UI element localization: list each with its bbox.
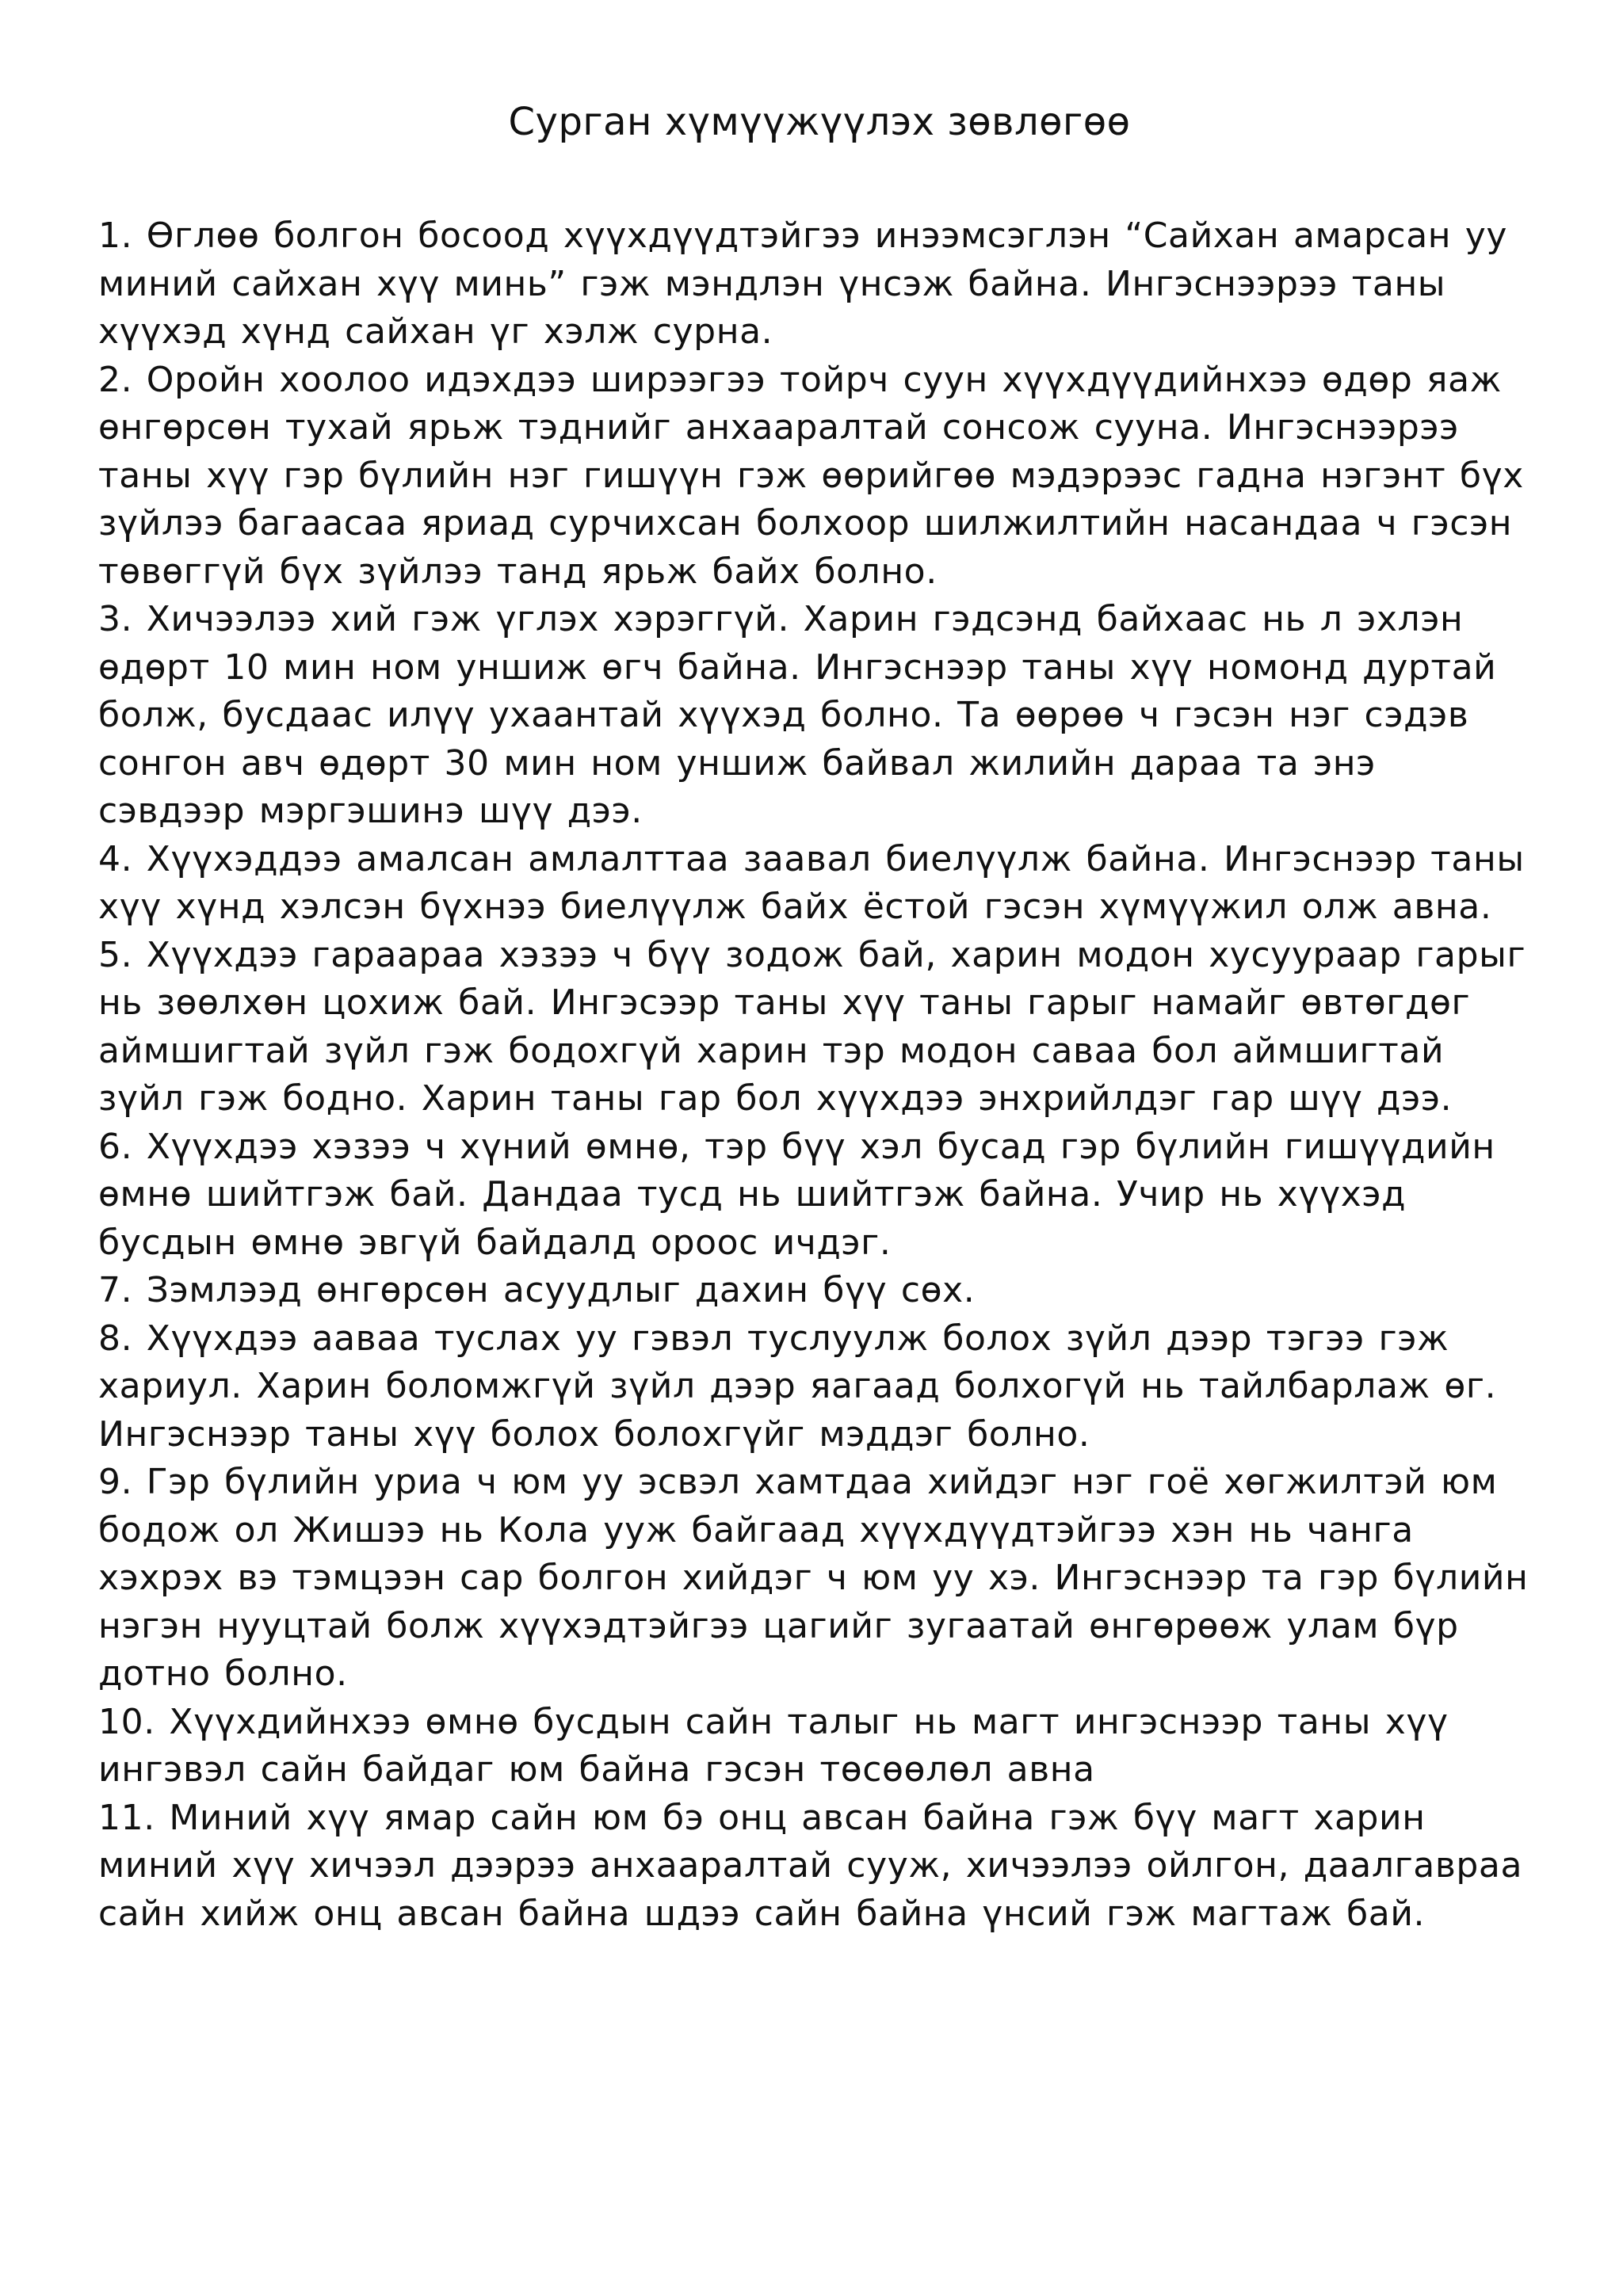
advice-item-6: 6. Хүүхдээ хэзээ ч хүний өмнө, тэр бүү хэл бусад гэр бүлийн гишүүдийн өмнө шийтгэж бай. Дандаа тусд нь шийтгэж байна. Учир нь хүүхэд бусдын өмнө эвгүй байдалд ороос ичдэг. <box>98 1126 1495 1263</box>
advice-item-2: 2. Оройн хоолоо идэхдээ ширээгээ тойрч суун хүүхдүүдийнхээ өдөр яаж өнгөрсөн тухай ярьж тэднийг анхааралтай сонсож сууна. Ингэснээрээ таны хүү гэр бүлийн нэг гишүүн гэж өөрийгөө мэдэрээс гадна нэгэнт бүх зүйлээ багаасаа яриад сурчихсан болхоор шилжилтийн насандаа ч гэсэн төвөггүй бүх зүйлээ танд ярьж байх болно. <box>98 359 1524 592</box>
advice-item-7: 7. Зэмлээд өнгөрсөн асуудлыг дахин бүү сөх. <box>98 1270 976 1310</box>
advice-item-4: 4. Хүүхэддээ амалсан амлалттаа заавал биелүүлж байна. Ингэснээр таны хүү хүнд хэлсэн бүхнээ биелүүлж байх ёстой гэсэн хүмүүжил олж авна. <box>98 838 1525 927</box>
page-title: Сурган хүмүүжүүлэх зөвлөгөө <box>508 100 1131 144</box>
advice-list <box>98 212 1534 1938</box>
advice-item-8: 8. Хүүхдээ аавaa туслах уу гэвэл туслуулж болох зүйл дээр тэгээ гэж хариул. Харин боломжгүй зүйл дээр яагаад болхогүй нь тайлбарлаж өг. Ингэснээр таны хүү болох болохгүйг мэддэг болно. <box>98 1318 1497 1455</box>
advice-item-1: 1. Өглөө болгон босоод хүүхдүүдтэйгээ инээмсэглэн “Сайхан амарсан уу миний сайхан хүү минь” гэж мэндлэн үнсэж байна. Ингэснээрээ таны хүүхэд хүнд сайхан үг хэлж сурна. <box>98 215 1507 352</box>
advice-item-3: 3. Хичээлээ хий гэж үглэх хэрэггүй. Харин гэдсэнд байхаас нь л эхлэн өдөрт 10 мин ном уншиж өгч байна. Ингэснээр таны хүү номонд дуртай болж, бусдаас илүү ухаантай хүүхэд болно. Та өөрөө ч гэсэн нэг сэдэв сонгон авч өдөрт 30 мин ном уншиж байвал жилийн дараа та энэ сэвдээр мэргэшинэ шүү дээ. <box>98 599 1497 831</box>
advice-item-5: 5. Хүүхдээ гараараа хэзээ ч бүү зодож бай, харин модон хусуураар гарыг нь зөөлхөн цохиж бай. Ингэсээр таны хүү таны гарыг намайг өвтөгдөг аймшигтай зүйл гэж бодохгүй харин тэр модон саваа бол аймшигтай зүйл гэж бодно. Харин таны гар бол хүүхдээ энхрийлдэг гар шүү дээ. <box>98 934 1526 1119</box>
advice-item-11: 11. Миний хүү ямар сайн юм бэ онц авсан байна гэж бүү магт харин миний хүү хичээл дээрээ анхааралтай сууж, хичээлээ ойлгон, даалгавраа сайн хийж онц авсан байна шдээ сайн байна үнсий гэж магтаж бай. <box>98 1797 1523 1934</box>
advice-item-9: 9. Гэр бүлийн уриа ч юм уу эсвэл хамтдаа хийдэг нэг гоё хөгжилтэй юм бодож ол Жишээ нь Кола ууж байгаад хүүхдүүдтэйгээ хэн нь чанга хэхрэх вэ тэмцээн сар болгон хийдэг ч юм уу хэ. Ингэснээр та гэр бүлийн нэгэн нууцтай болж хүүхэдтэйгээ цагийг зугаатай өнгөрөөж улам бүр дотно болно. <box>98 1462 1529 1694</box>
advice-item-10: 10. Хүүхдийнхээ өмнө бусдын сайн талыг нь магт ингэснээр таны хүү ингэвэл сайн байдаг юм байна гэсэн төсөөлөл авна <box>98 1701 1449 1790</box>
